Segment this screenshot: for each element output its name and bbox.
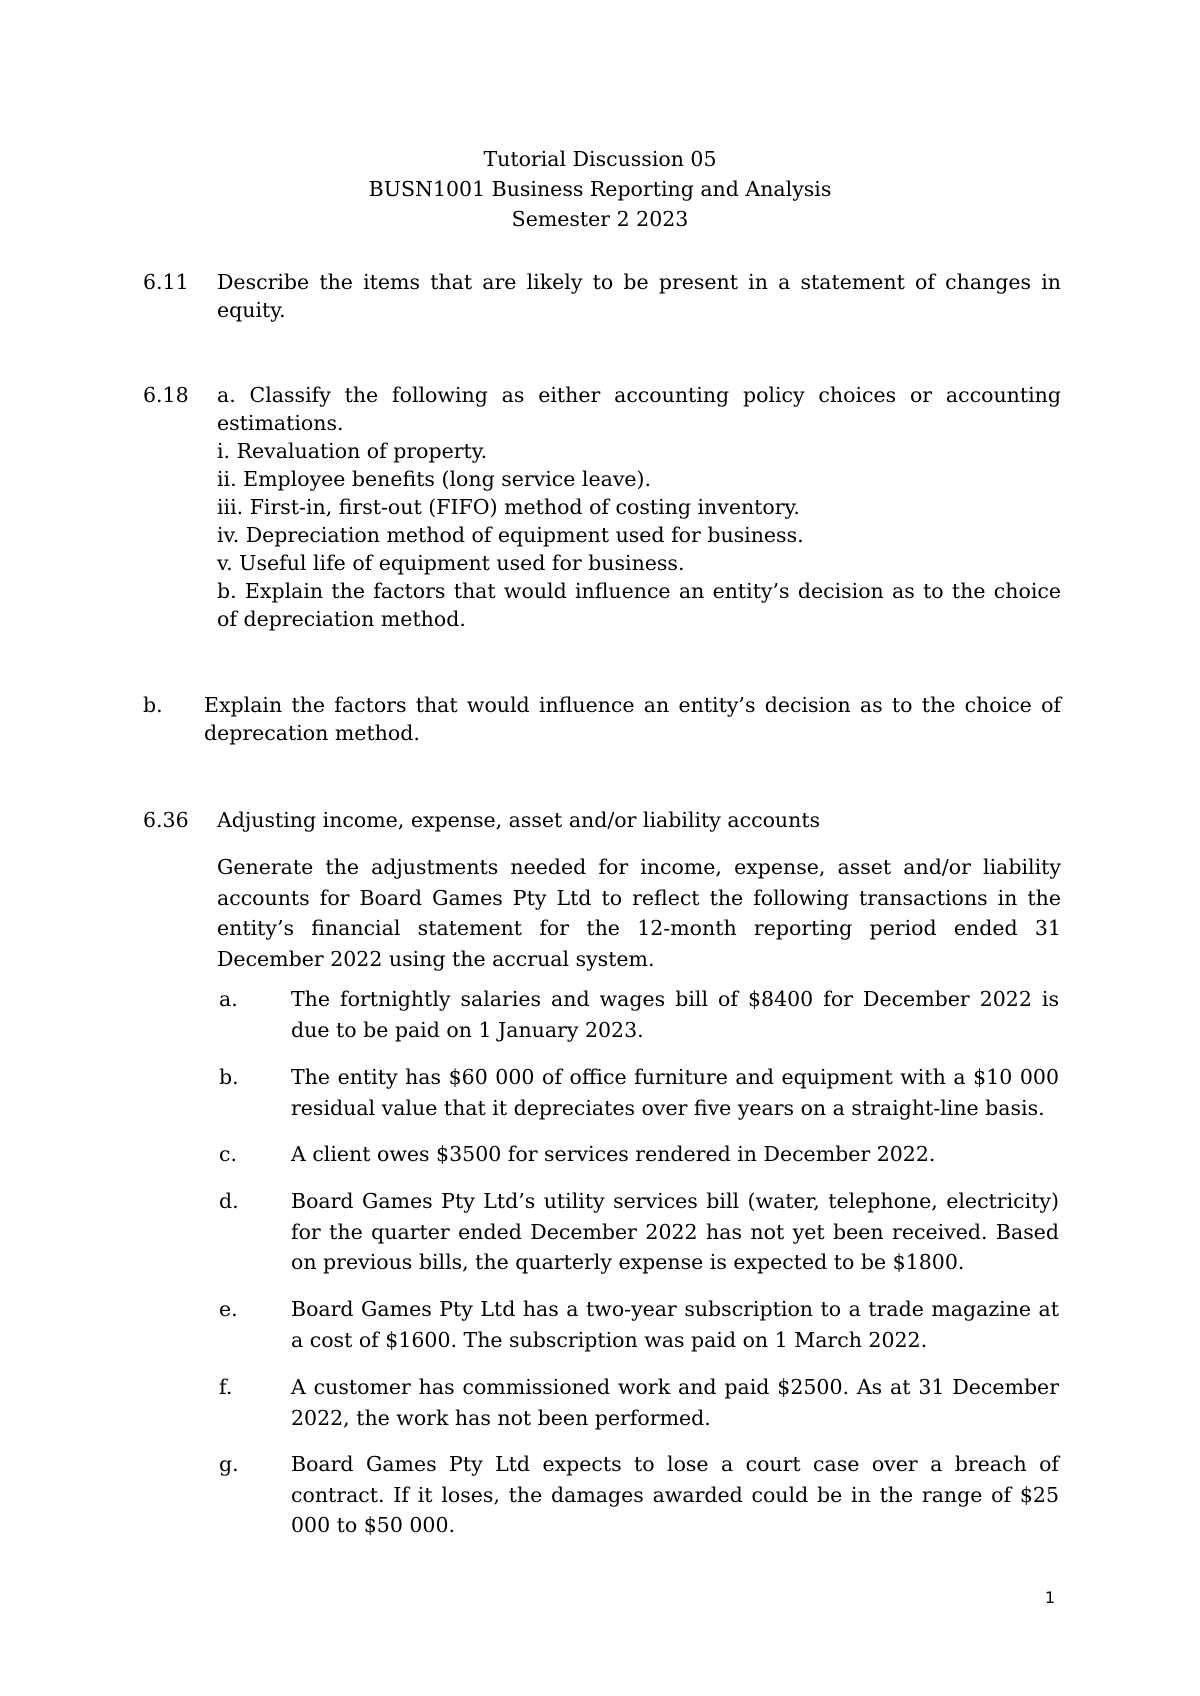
document-title: Tutorial Discussion 05 [483, 147, 717, 171]
item-letter: e. [219, 1297, 238, 1321]
list-item: ii. Employee benefits (long service leave). [217, 467, 652, 491]
question-text: Describe the items that are likely to be present in a statement of changes in equity. [217, 270, 1061, 322]
item-text: A client owes $3500 for services rendered in December 2022. [291, 1142, 936, 1166]
item-letter: b. [219, 1065, 239, 1089]
list-item: i. Revaluation of property. [217, 439, 488, 463]
item-text: Board Games Pty Ltd has a two-year subscription to a trade magazine at a cost of $1600. The subscription was paid on 1 March 2022. [291, 1297, 1059, 1352]
document-header [0, 144, 1200, 234]
item-text: A customer has commissioned work and paid $2500. As at 31 December 2022, the work has not been performed. [291, 1375, 1059, 1430]
item-text: Board Games Pty Ltd’s utility services bill (water, telephone, electricity) for the quarter ended December 2022 has not yet been received. Based on previous bills, the quarterly expense is expected to be $1800. [291, 1189, 1059, 1274]
question-title: Adjusting income, expense, asset and/or liability accounts [217, 808, 821, 832]
item-letter: f. [219, 1375, 233, 1399]
part-b-text: b. Explain the factors that would influence an entity’s decision as to the choice of depreciation method. [217, 579, 1061, 631]
question-number: 6.36 [143, 808, 189, 832]
item-letter: a. [219, 987, 238, 1011]
list-item: iii. First-in, first-out (FIFO) method of costing inventory. [217, 495, 800, 519]
semester-label: Semester 2 2023 [511, 207, 689, 231]
item-text: The fortnightly salaries and wages bill of $8400 for December 2022 is due to be paid on 1 January 2023. [291, 987, 1059, 1042]
part-text: Explain the factors that would influence an entity’s decision as to the choice of deprecation method. [204, 693, 1061, 745]
item-text: The entity has $60 000 of office furniture and equipment with a $10 000 residual value that it depreciates over five years on a straight-line basis. [291, 1065, 1059, 1120]
question-body [217, 381, 1061, 633]
list-item: iv. Depreciation method of equipment used for business. [217, 523, 804, 547]
item-letter: g. [219, 1452, 239, 1476]
page-number: 1 [1044, 1588, 1055, 1607]
intro-text: Generate the adjustments needed for income, expense, asset and/or liability accounts for Board Games Pty Ltd to reflect the following transactions in the entity’s financial statement for the 12-month reporting period ended 31 December 2022 using the accrual system. [217, 855, 1061, 971]
item-text: Board Games Pty Ltd expects to lose a court case over a breach of contract. If it loses, the damages awarded could be in the range of $25 000 to $50 000. [291, 1452, 1059, 1537]
question-number: 6.18 [143, 383, 189, 407]
item-letter: c. [219, 1142, 237, 1166]
part-a-intro: a. Classify the following as either accounting policy choices or accounting estimations. [217, 383, 1061, 435]
part-letter: b. [143, 693, 163, 717]
question-number: 6.11 [143, 270, 189, 294]
course-name: BUSN1001 Business Reporting and Analysis [368, 177, 832, 201]
item-letter: d. [219, 1189, 239, 1213]
list-item: v. Useful life of equipment used for business. [217, 551, 685, 575]
